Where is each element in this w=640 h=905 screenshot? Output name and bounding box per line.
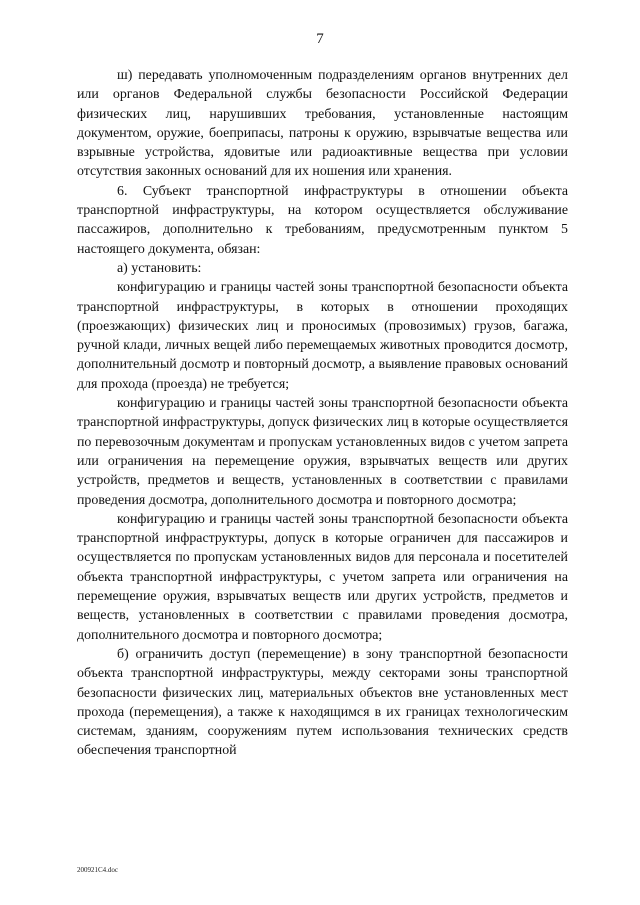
footer-filename: 200921C4.doc — [77, 866, 119, 874]
page-number: 7 — [316, 31, 324, 47]
paragraph-b: б) ограничить доступ (перемещение) в зону транспортной безопасности объекта транспортной инфраструктуры, между секторами зоны транспортной безопасности физических лиц, материальных объектов вне установленных мест прохода (перемещения), а также к находящимся в их границах технологическим системам, зданиям, сооружениям путем использования технических средств обеспечения транспортной — [77, 646, 568, 759]
paragraph-sh: ш) передавать уполномоченным подразделениям органов внутренних дел или органов Федеральной службы безопасности Российской Федерации физических лиц, нарушивших требования, установленные настоящим документом, оружие, боеприпасы, патроны к оружию, взрывчатые вещества или взрывные устройства, ядовитые или радиоактивные вещества при условии отсутствия законных оснований для их ношения или хранения. — [77, 68, 568, 180]
paragraph-6: 6. Субъект транспортной инфраструктуры в отношении объекта транспортной инфраструктуры, на котором осуществляется обслуживание пассажиров, дополнительно к требованиям, предусмотренным пунктом 5 настоящего документа, обязан: — [77, 183, 568, 257]
paragraph-config-1: конфигурацию и границы частей зоны транспортной безопасности объекта транспортной инфраструктуры, в которых в отношении проходящих (проезжающих) физических лиц и проносимых (провозимых) грузов, багажа, ручной клади, личных вещей либо перемещаемых животных проводится досмотр, дополнительный досмотр и повторный досмотр, а выявление правовых оснований для прохода (проезда) не требуется; — [77, 280, 568, 392]
paragraph-a: а) установить: — [117, 260, 202, 276]
document-body — [77, 66, 568, 761]
paragraph-config-3: конфигурацию и границы частей зоны транспортной безопасности объекта транспортной инфраструктуры, допуск в которые ограничен для пассажиров и осуществляется по пропускам установленных видов для персонала и посетителей объекта транспортной инфраструктуры, с учетом запрета или ограничения на перемещение оружия, взрывчатых веществ или других устройств, предметов и веществ, установленных в соответствии с правилами проведения досмотра, дополнительного досмотра и повторного досмотра; — [77, 511, 568, 643]
paragraph-config-2: конфигурацию и границы частей зоны транспортной безопасности объекта транспортной инфраструктуры, допуск физических лиц в которые осуществляется по перевозочным документам и пропускам установленных видов с учетом запрета или ограничения на перемещение оружия, взрывчатых веществ или других устройств, предметов и веществ, установленных в соответствии с правилами проведения досмотра, дополнительного досмотра и повторного досмотра; — [77, 396, 568, 508]
